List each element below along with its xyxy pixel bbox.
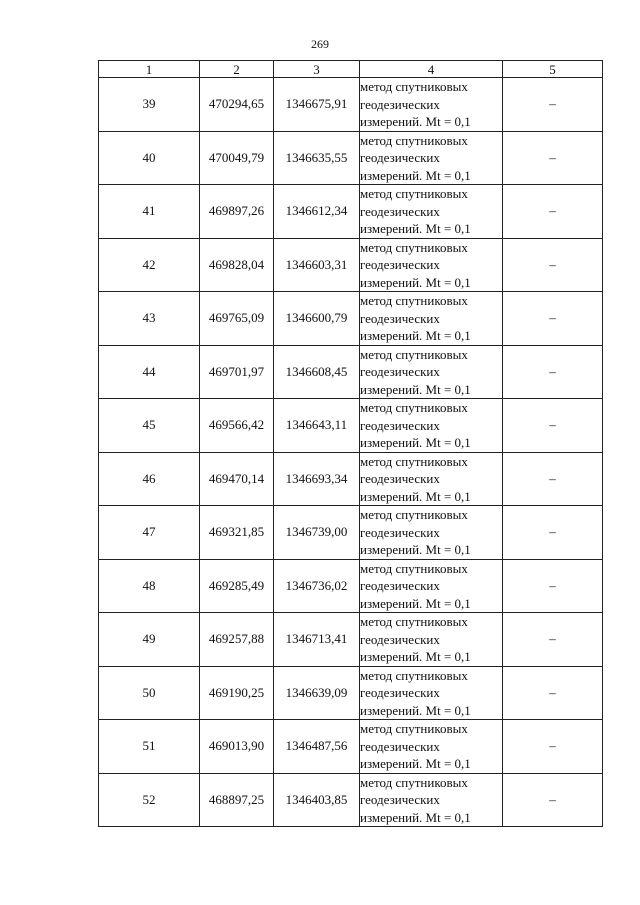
x-coordinate-cell: 469765,09 <box>200 292 274 346</box>
point-number-cell: 47 <box>99 506 200 560</box>
method-line: метод спутниковых <box>360 400 468 415</box>
x-coordinate-cell: 469013,90 <box>200 720 274 774</box>
method-line: метод спутниковых <box>360 293 468 308</box>
method-line: метод спутниковых <box>360 774 468 790</box>
y-coordinate-cell: 1346713,41 <box>274 613 360 667</box>
point-number-cell: 42 <box>99 238 200 292</box>
method-cell <box>360 666 503 720</box>
method-line: метод спутниковых <box>360 239 468 255</box>
method-line: геодезических <box>360 203 440 219</box>
method-line: измерений. Mt = 0,1 <box>360 756 471 771</box>
x-coordinate-cell: 469566,42 <box>200 399 274 453</box>
x-coordinate-cell: 469190,25 <box>200 666 274 720</box>
header-col-3: 3 <box>274 61 360 78</box>
method-line: измерений. Mt = 0,1 <box>360 274 471 290</box>
table-row <box>99 131 603 185</box>
table-row <box>99 773 603 827</box>
table-body <box>99 78 603 827</box>
method-line: измерений. Mt = 0,1 <box>360 542 471 557</box>
header-col-4: 4 <box>360 61 503 78</box>
col5-cell: – <box>503 345 603 399</box>
point-number-cell: 48 <box>99 559 200 613</box>
x-coordinate-cell: 470049,79 <box>200 131 274 185</box>
method-cell <box>360 78 503 132</box>
col5-cell: – <box>503 399 603 453</box>
y-coordinate-cell: 1346736,02 <box>274 559 360 613</box>
method-line: геодезических <box>360 524 440 540</box>
table-row <box>99 613 603 667</box>
y-coordinate-cell: 1346643,11 <box>274 399 360 453</box>
table-row <box>99 78 603 132</box>
y-coordinate-cell: 1346603,31 <box>274 238 360 292</box>
method-cell <box>360 345 503 399</box>
point-number-cell: 44 <box>99 345 200 399</box>
method-line: метод спутниковых <box>360 614 468 629</box>
y-coordinate-cell: 1346487,56 <box>274 720 360 774</box>
col5-cell: – <box>503 78 603 132</box>
col5-cell: – <box>503 613 603 667</box>
table-row <box>99 345 603 399</box>
method-line: измерений. Mt = 0,1 <box>360 649 471 664</box>
method-line: геодезических <box>360 364 440 379</box>
point-number-cell: 45 <box>99 399 200 453</box>
method-line: геодезических <box>360 631 440 647</box>
header-row <box>99 61 603 78</box>
method-line: геодезических <box>360 685 440 700</box>
method-cell <box>360 613 503 667</box>
table-row <box>99 666 603 720</box>
method-cell <box>360 185 503 239</box>
table-row <box>99 506 603 560</box>
method-line: геодезических <box>360 150 440 165</box>
method-cell <box>360 292 503 346</box>
col5-cell: – <box>503 292 603 346</box>
table-row <box>99 720 603 774</box>
method-line: измерений. Mt = 0,1 <box>360 488 471 504</box>
x-coordinate-cell: 469897,26 <box>200 185 274 239</box>
method-cell <box>360 559 503 613</box>
x-coordinate-cell: 469701,97 <box>200 345 274 399</box>
y-coordinate-cell: 1346739,00 <box>274 506 360 560</box>
y-coordinate-cell: 1346693,34 <box>274 452 360 506</box>
method-line: геодезических <box>360 257 440 272</box>
col5-cell: – <box>503 185 603 239</box>
header-col-5: 5 <box>503 61 603 78</box>
point-number-cell: 39 <box>99 78 200 132</box>
y-coordinate-cell: 1346608,45 <box>274 345 360 399</box>
method-line: геодезических <box>360 792 440 807</box>
method-line: измерений. Mt = 0,1 <box>360 221 471 236</box>
x-coordinate-cell: 469285,49 <box>200 559 274 613</box>
x-coordinate-cell: 469470,14 <box>200 452 274 506</box>
method-line: геодезических <box>360 417 440 433</box>
method-line: измерений. Mt = 0,1 <box>360 809 471 825</box>
col5-cell: – <box>503 238 603 292</box>
point-number-cell: 46 <box>99 452 200 506</box>
table-header <box>99 61 603 78</box>
method-line: метод спутниковых <box>360 346 468 362</box>
y-coordinate-cell: 1346635,55 <box>274 131 360 185</box>
method-line: геодезических <box>360 738 440 754</box>
col5-cell: – <box>503 773 603 827</box>
table-row <box>99 292 603 346</box>
method-line: метод спутниковых <box>360 79 468 94</box>
col5-cell: – <box>503 131 603 185</box>
method-line: измерений. Mt = 0,1 <box>360 595 471 611</box>
method-line: измерений. Mt = 0,1 <box>360 435 471 450</box>
point-number-cell: 40 <box>99 131 200 185</box>
table-row <box>99 452 603 506</box>
method-cell <box>360 131 503 185</box>
table-row <box>99 238 603 292</box>
point-number-cell: 52 <box>99 773 200 827</box>
method-line: измерений. Mt = 0,1 <box>360 114 471 129</box>
point-number-cell: 41 <box>99 185 200 239</box>
y-coordinate-cell: 1346612,34 <box>274 185 360 239</box>
y-coordinate-cell: 1346600,79 <box>274 292 360 346</box>
method-line: измерений. Mt = 0,1 <box>360 328 471 343</box>
method-line: измерений. Mt = 0,1 <box>360 381 471 397</box>
method-line: метод спутниковых <box>360 132 468 148</box>
method-cell <box>360 720 503 774</box>
method-cell <box>360 506 503 560</box>
table-row <box>99 185 603 239</box>
coordinates-table <box>98 60 603 827</box>
method-line: измерений. Mt = 0,1 <box>360 702 471 718</box>
method-cell <box>360 773 503 827</box>
method-line: метод спутниковых <box>360 721 468 736</box>
x-coordinate-cell: 469257,88 <box>200 613 274 667</box>
method-line: метод спутниковых <box>360 186 468 201</box>
col5-cell: – <box>503 720 603 774</box>
method-line: метод спутниковых <box>360 453 468 469</box>
method-line: измерений. Mt = 0,1 <box>360 167 471 183</box>
x-coordinate-cell: 468897,25 <box>200 773 274 827</box>
y-coordinate-cell: 1346639,09 <box>274 666 360 720</box>
method-cell <box>360 238 503 292</box>
method-cell <box>360 399 503 453</box>
y-coordinate-cell: 1346403,85 <box>274 773 360 827</box>
method-line: метод спутниковых <box>360 667 468 683</box>
point-number-cell: 43 <box>99 292 200 346</box>
x-coordinate-cell: 469828,04 <box>200 238 274 292</box>
method-cell <box>360 452 503 506</box>
point-number-cell: 50 <box>99 666 200 720</box>
col5-cell: – <box>503 452 603 506</box>
header-col-1: 1 <box>99 61 200 78</box>
y-coordinate-cell: 1346675,91 <box>274 78 360 132</box>
page-number: 269 <box>311 37 329 51</box>
col5-cell: – <box>503 559 603 613</box>
header-col-2: 2 <box>200 61 274 78</box>
method-line: геодезических <box>360 96 440 112</box>
table-row <box>99 559 603 613</box>
method-line: геодезических <box>360 310 440 326</box>
method-line: метод спутниковых <box>360 507 468 522</box>
method-line: геодезических <box>360 471 440 486</box>
x-coordinate-cell: 470294,65 <box>200 78 274 132</box>
point-number-cell: 49 <box>99 613 200 667</box>
col5-cell: – <box>503 666 603 720</box>
x-coordinate-cell: 469321,85 <box>200 506 274 560</box>
method-line: метод спутниковых <box>360 560 468 576</box>
point-number-cell: 51 <box>99 720 200 774</box>
method-line: геодезических <box>360 578 440 593</box>
table-row <box>99 399 603 453</box>
col5-cell: – <box>503 506 603 560</box>
